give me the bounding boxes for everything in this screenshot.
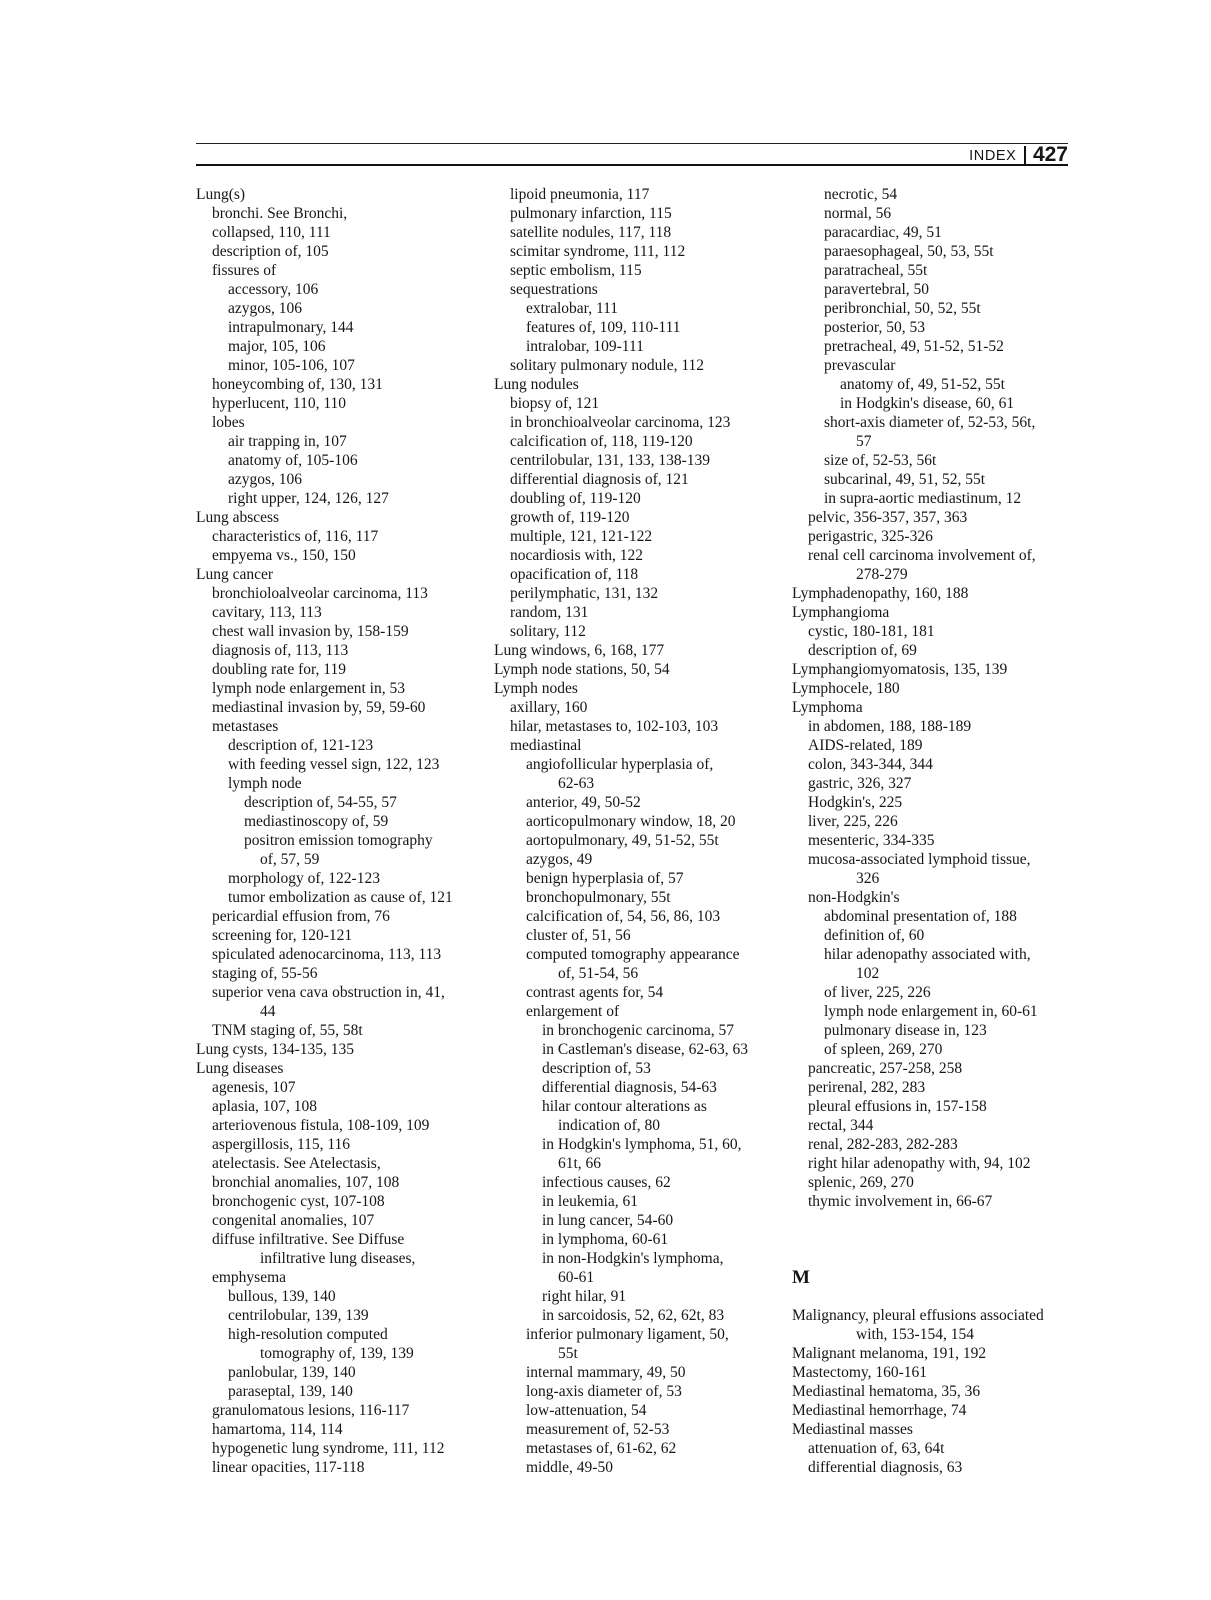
index-subentry: AIDS-related, 189: [808, 737, 923, 754]
index-entry-continuation: 60-61: [558, 1269, 595, 1286]
index-subentry: in sarcoidosis, 52, 62, 62t, 83: [542, 1307, 725, 1324]
index-subentry: anatomy of, 105-106: [228, 452, 358, 469]
index-subentry: internal mammary, 49, 50: [526, 1364, 686, 1381]
index-entry-continuation: with, 153-154, 154: [856, 1326, 974, 1343]
index-subentry: empyema vs., 150, 150: [212, 547, 356, 564]
index-subentry: renal, 282-283, 282-283: [808, 1136, 958, 1153]
index-subentry: right upper, 124, 126, 127: [228, 490, 389, 507]
index-subentry: bronchial anomalies, 107, 108: [212, 1174, 400, 1191]
index-subentry: gastric, 326, 327: [808, 775, 912, 792]
index-subentry: lipoid pneumonia, 117: [510, 186, 650, 203]
index-subentry: superior vena cava obstruction in, 41,: [212, 984, 445, 1001]
index-subentry: collapsed, 110, 111: [212, 224, 331, 241]
index-subentry: low-attenuation, 54: [526, 1402, 647, 1419]
index-subentry: in Hodgkin's disease, 60, 61: [840, 395, 1015, 412]
index-subentry: satellite nodules, 117, 118: [510, 224, 672, 241]
index-subentry: screening for, 120-121: [212, 927, 353, 944]
index-subentry: positron emission tomography: [244, 832, 433, 849]
index-subentry: lymph node enlargement in, 53: [212, 680, 405, 697]
index-entry: Lung cancer: [196, 566, 274, 583]
index-subentry: cluster of, 51, 56: [526, 927, 631, 944]
index-subentry: major, 105, 106: [228, 338, 326, 355]
index-entry: Mediastinal hematoma, 35, 36: [792, 1383, 981, 1400]
index-subentry: in lung cancer, 54-60: [542, 1212, 674, 1229]
index-subentry: attenuation of, 63, 64t: [808, 1440, 945, 1457]
index-subentry: description of, 54-55, 57: [244, 794, 397, 811]
index-subentry: in supra-aortic mediastinum, 12: [824, 490, 1022, 507]
index-subentry: hilar contour alterations as: [542, 1098, 707, 1115]
index-subentry: peribronchial, 50, 52, 55t: [824, 300, 981, 317]
index-subentry: spiculated adenocarcinoma, 113, 113: [212, 946, 442, 963]
index-entry-continuation: 102: [856, 965, 880, 982]
index-subentry: characteristics of, 116, 117: [212, 528, 379, 545]
index-subentry: centrilobular, 139, 139: [228, 1307, 369, 1324]
index-subentry: sequestrations: [510, 281, 598, 298]
index-column-3: [792, 185, 1082, 1477]
index-subentry: in abdomen, 188, 188-189: [808, 718, 972, 735]
index-entry-continuation: infiltrative lung diseases,: [260, 1250, 416, 1267]
index-subentry: bronchogenic cyst, 107-108: [212, 1193, 385, 1210]
index-subentry: posterior, 50, 53: [824, 319, 925, 336]
index-subentry: high-resolution computed: [228, 1326, 388, 1343]
index-subentry: azygos, 106: [228, 300, 303, 317]
index-subentry: in Castleman's disease, 62-63, 63: [542, 1041, 748, 1058]
index-entry: Malignancy, pleural effusions associated: [792, 1307, 1044, 1324]
index-subentry: of spleen, 269, 270: [824, 1041, 943, 1058]
index-subentry: right hilar, 91: [542, 1288, 627, 1305]
index-subentry: growth of, 119-120: [510, 509, 630, 526]
running-head: [969, 145, 1068, 165]
spacer: [792, 1230, 1082, 1249]
index-subentry: bullous, 139, 140: [228, 1288, 336, 1305]
index-entry: Lung cysts, 134-135, 135: [196, 1041, 355, 1058]
index-subentry: in Hodgkin's lymphoma, 51, 60,: [542, 1136, 742, 1153]
header-rule-top: [196, 143, 1068, 144]
index-subentry: differential diagnosis, 54-63: [542, 1079, 717, 1096]
index-subentry: necrotic, 54: [824, 186, 898, 203]
index-subentry: subcarinal, 49, 51, 52, 55t: [824, 471, 986, 488]
index-subentry: pleural effusions in, 157-158: [808, 1098, 987, 1115]
index-subentry: doubling of, 119-120: [510, 490, 641, 507]
index-entry-continuation: 61t, 66: [558, 1155, 602, 1172]
letter-heading: M: [792, 1267, 810, 1288]
index-subentry: pelvic, 356-357, 357, 363: [808, 509, 968, 526]
index-subentry: mesenteric, 334-335: [808, 832, 935, 849]
index-subentry: pretracheal, 49, 51-52, 51-52: [824, 338, 1004, 355]
index-subentry: granulomatous lesions, 116-117: [212, 1402, 410, 1419]
index-subentry: lymph node: [228, 775, 302, 792]
index-subentry: azygos, 106: [228, 471, 303, 488]
index-subentry: hilar, metastases to, 102-103, 103: [510, 718, 719, 735]
index-entry-continuation: tomography of, 139, 139: [260, 1345, 414, 1362]
index-subentry: bronchioloalveolar carcinoma, 113: [212, 585, 428, 602]
index-subentry: renal cell carcinoma involvement of,: [808, 547, 1036, 564]
index-subentry: septic embolism, 115: [510, 262, 642, 279]
index-subentry: perilymphatic, 131, 132: [510, 585, 659, 602]
index-subentry: long-axis diameter of, 53: [526, 1383, 682, 1400]
index-subentry: arteriovenous fistula, 108-109, 109: [212, 1117, 430, 1134]
index-subentry: of liver, 225, 226: [824, 984, 931, 1001]
index-subentry: mucosa-associated lymphoid tissue,: [808, 851, 1031, 868]
index-subentry: axillary, 160: [510, 699, 588, 716]
index-subentry: inferior pulmonary ligament, 50,: [526, 1326, 729, 1343]
index-subentry: benign hyperplasia of, 57: [526, 870, 684, 887]
index-subentry: perirenal, 282, 283: [808, 1079, 926, 1096]
index-subentry: aspergillosis, 115, 116: [212, 1136, 351, 1153]
index-subentry: non-Hodgkin's: [808, 889, 900, 906]
index-entry-continuation: 44: [260, 1003, 276, 1020]
index-subentry: pulmonary disease in, 123: [824, 1022, 987, 1039]
index-subentry: metastases: [212, 718, 279, 735]
index-subentry: in leukemia, 61: [542, 1193, 638, 1210]
index-subentry: agenesis, 107: [212, 1079, 296, 1096]
index-subentry: normal, 56: [824, 205, 892, 222]
index-entry: Lymphangioma: [792, 604, 890, 621]
index-subentry: hyperlucent, 110, 110: [212, 395, 347, 412]
index-entry-continuation: 55t: [558, 1345, 578, 1362]
index-entry: Mastectomy, 160-161: [792, 1364, 928, 1381]
index-subentry: prevascular: [824, 357, 896, 374]
index-entry: Lymphadenopathy, 160, 188: [792, 585, 969, 602]
index-subentry: scimitar syndrome, 111, 112: [510, 243, 686, 260]
index-subentry: hypogenetic lung syndrome, 111, 112: [212, 1440, 445, 1457]
index-subentry: intralobar, 109-111: [526, 338, 644, 355]
index-subentry: computed tomography appearance: [526, 946, 740, 963]
index-subentry: paraseptal, 139, 140: [228, 1383, 353, 1400]
index-entry: Lung diseases: [196, 1060, 284, 1077]
index-subentry: middle, 49-50: [526, 1459, 613, 1476]
index-subentry: features of, 109, 110-111: [526, 319, 681, 336]
index-subentry: opacification of, 118: [510, 566, 639, 583]
index-subentry: measurement of, 52-53: [526, 1421, 670, 1438]
index-entry: Lung windows, 6, 168, 177: [494, 642, 665, 659]
index-subentry: extralobar, 111: [526, 300, 619, 317]
index-subentry: pulmonary infarction, 115: [510, 205, 672, 222]
index-subentry: abdominal presentation of, 188: [824, 908, 1017, 925]
index-subentry: enlargement of: [526, 1003, 620, 1020]
index-subentry: Hodgkin's, 225: [808, 794, 903, 811]
index-entry-continuation: 326: [856, 870, 880, 887]
index-subentry: description of, 121-123: [228, 737, 374, 754]
index-subentry: paratracheal, 55t: [824, 262, 928, 279]
spacer: [792, 1249, 1082, 1268]
index-subentry: paravertebral, 50: [824, 281, 929, 298]
index-subentry: panlobular, 139, 140: [228, 1364, 356, 1381]
index-subentry: random, 131: [510, 604, 589, 621]
index-subentry: accessory, 106: [228, 281, 319, 298]
index-subentry: in bronchogenic carcinoma, 57: [542, 1022, 734, 1039]
index-subentry: differential diagnosis of, 121: [510, 471, 689, 488]
index-subentry: azygos, 49: [526, 851, 593, 868]
index-entry: Lymph nodes: [494, 680, 578, 697]
index-subentry: honeycombing of, 130, 131: [212, 376, 383, 393]
index-subentry: right hilar adenopathy with, 94, 102: [808, 1155, 1031, 1172]
index-subentry: paracardiac, 49, 51: [824, 224, 942, 241]
index-subentry: TNM staging of, 55, 58t: [212, 1022, 363, 1039]
index-entry: Lymph node stations, 50, 54: [494, 661, 670, 678]
index-subentry: paraesophageal, 50, 53, 55t: [824, 243, 994, 260]
index-subentry: nocardiosis with, 122: [510, 547, 644, 564]
index-subentry: angiofollicular hyperplasia of,: [526, 756, 714, 773]
index-subentry: pericardial effusion from, 76: [212, 908, 390, 925]
index-subentry: contrast agents for, 54: [526, 984, 664, 1001]
index-entry: Mediastinal hemorrhage, 74: [792, 1402, 967, 1419]
index-subentry: diffuse infiltrative. See Diffuse: [212, 1231, 405, 1248]
index-subentry: linear opacities, 117-118: [212, 1459, 365, 1476]
header-rule-bottom: [196, 164, 1068, 166]
index-entry: Lung(s): [196, 186, 246, 203]
index-subentry: cystic, 180-181, 181: [808, 623, 935, 640]
section-label: INDEX: [969, 148, 1017, 164]
index-entry: Lymphangiomyomatosis, 135, 139: [792, 661, 1008, 678]
index-subentry: hamartoma, 114, 114: [212, 1421, 343, 1438]
index-subentry: centrilobular, 131, 133, 138-139: [510, 452, 710, 469]
index-subentry: chest wall invasion by, 158-159: [212, 623, 409, 640]
index-subentry: solitary, 112: [510, 623, 586, 640]
index-subentry: in non-Hodgkin's lymphoma,: [542, 1250, 724, 1267]
index-entry: Malignant melanoma, 191, 192: [792, 1345, 987, 1362]
index-subentry: pancreatic, 257-258, 258: [808, 1060, 963, 1077]
index-subentry: calcification of, 118, 119-120: [510, 433, 693, 450]
index-entry: Lung nodules: [494, 376, 579, 393]
index-subentry: infectious causes, 62: [542, 1174, 671, 1191]
index-entry-continuation: of, 57, 59: [260, 851, 320, 868]
index-subentry: hilar adenopathy associated with,: [824, 946, 1031, 963]
index-subentry: aortopulmonary, 49, 51-52, 55t: [526, 832, 719, 849]
index-entry-continuation: 278-279: [856, 566, 908, 583]
index-subentry: diagnosis of, 113, 113: [212, 642, 349, 659]
index-subentry: anterior, 49, 50-52: [526, 794, 641, 811]
spacer: [792, 1211, 1082, 1230]
index-subentry: multiple, 121, 121-122: [510, 528, 653, 545]
index-subentry: bronchi. See Bronchi,: [212, 205, 348, 222]
index-subentry: tumor embolization as cause of, 121: [228, 889, 453, 906]
index-entry: Mediastinal masses: [792, 1421, 913, 1438]
index-subentry: air trapping in, 107: [228, 433, 347, 450]
index-column-2: [494, 185, 782, 1477]
index-subentry: splenic, 269, 270: [808, 1174, 914, 1191]
index-subentry: mediastinal: [510, 737, 582, 754]
index-subentry: thymic involvement in, 66-67: [808, 1193, 993, 1210]
index-subentry: intrapulmonary, 144: [228, 319, 354, 336]
index-subentry: mediastinal invasion by, 59, 59-60: [212, 699, 426, 716]
spacer: [792, 1287, 1082, 1306]
index-subentry: congenital anomalies, 107: [212, 1212, 375, 1229]
index-subentry: with feeding vessel sign, 122, 123: [228, 756, 440, 773]
index-subentry: biopsy of, 121: [510, 395, 600, 412]
index-column-1: [196, 185, 484, 1477]
index-subentry: colon, 343-344, 344: [808, 756, 933, 773]
index-subentry: fissures of: [212, 262, 277, 279]
index-subentry: bronchopulmonary, 55t: [526, 889, 671, 906]
index-subentry: calcification of, 54, 56, 86, 103: [526, 908, 721, 925]
index-entry: Lung abscess: [196, 509, 280, 526]
index-subentry: lymph node enlargement in, 60-61: [824, 1003, 1038, 1020]
index-subentry: aorticopulmonary window, 18, 20: [526, 813, 736, 830]
index-entry-continuation: 57: [856, 433, 872, 450]
index-subentry: cavitary, 113, 113: [212, 604, 322, 621]
index-subentry: metastases of, 61-62, 62: [526, 1440, 677, 1457]
index-subentry: description of, 69: [808, 642, 917, 659]
index-subentry: perigastric, 325-326: [808, 528, 933, 545]
index-subentry: solitary pulmonary nodule, 112: [510, 357, 705, 374]
index-subentry: description of, 53: [542, 1060, 651, 1077]
index-subentry: in lymphoma, 60-61: [542, 1231, 669, 1248]
index-subentry: liver, 225, 226: [808, 813, 898, 830]
index-subentry: in bronchioalveolar carcinoma, 123: [510, 414, 731, 431]
page-number: 427: [1032, 143, 1068, 166]
index-entry-continuation: 62-63: [558, 775, 595, 792]
index-subentry: size of, 52-53, 56t: [824, 452, 937, 469]
index-subentry: emphysema: [212, 1269, 287, 1286]
index-subentry: lobes: [212, 414, 245, 431]
index-subentry: mediastinoscopy of, 59: [244, 813, 389, 830]
index-subentry: definition of, 60: [824, 927, 925, 944]
index-entry: Lymphoma: [792, 699, 863, 716]
index-subentry: doubling rate for, 119: [212, 661, 346, 678]
index-entry-continuation: indication of, 80: [558, 1117, 661, 1134]
index-entry-continuation: of, 51-54, 56: [558, 965, 639, 982]
index-entry: Lymphocele, 180: [792, 680, 900, 697]
index-subentry: staging of, 55-56: [212, 965, 318, 982]
index-subentry: rectal, 344: [808, 1117, 874, 1134]
index-subentry: minor, 105-106, 107: [228, 357, 355, 374]
index-subentry: aplasia, 107, 108: [212, 1098, 318, 1115]
index-subentry: morphology of, 122-123: [228, 870, 380, 887]
index-subentry: atelectasis. See Atelectasis,: [212, 1155, 381, 1172]
index-subentry: anatomy of, 49, 51-52, 55t: [840, 376, 1005, 393]
index-subentry: description of, 105: [212, 243, 329, 260]
index-subentry: differential diagnosis, 63: [808, 1459, 963, 1476]
index-subentry: short-axis diameter of, 52-53, 56t,: [824, 414, 1036, 431]
